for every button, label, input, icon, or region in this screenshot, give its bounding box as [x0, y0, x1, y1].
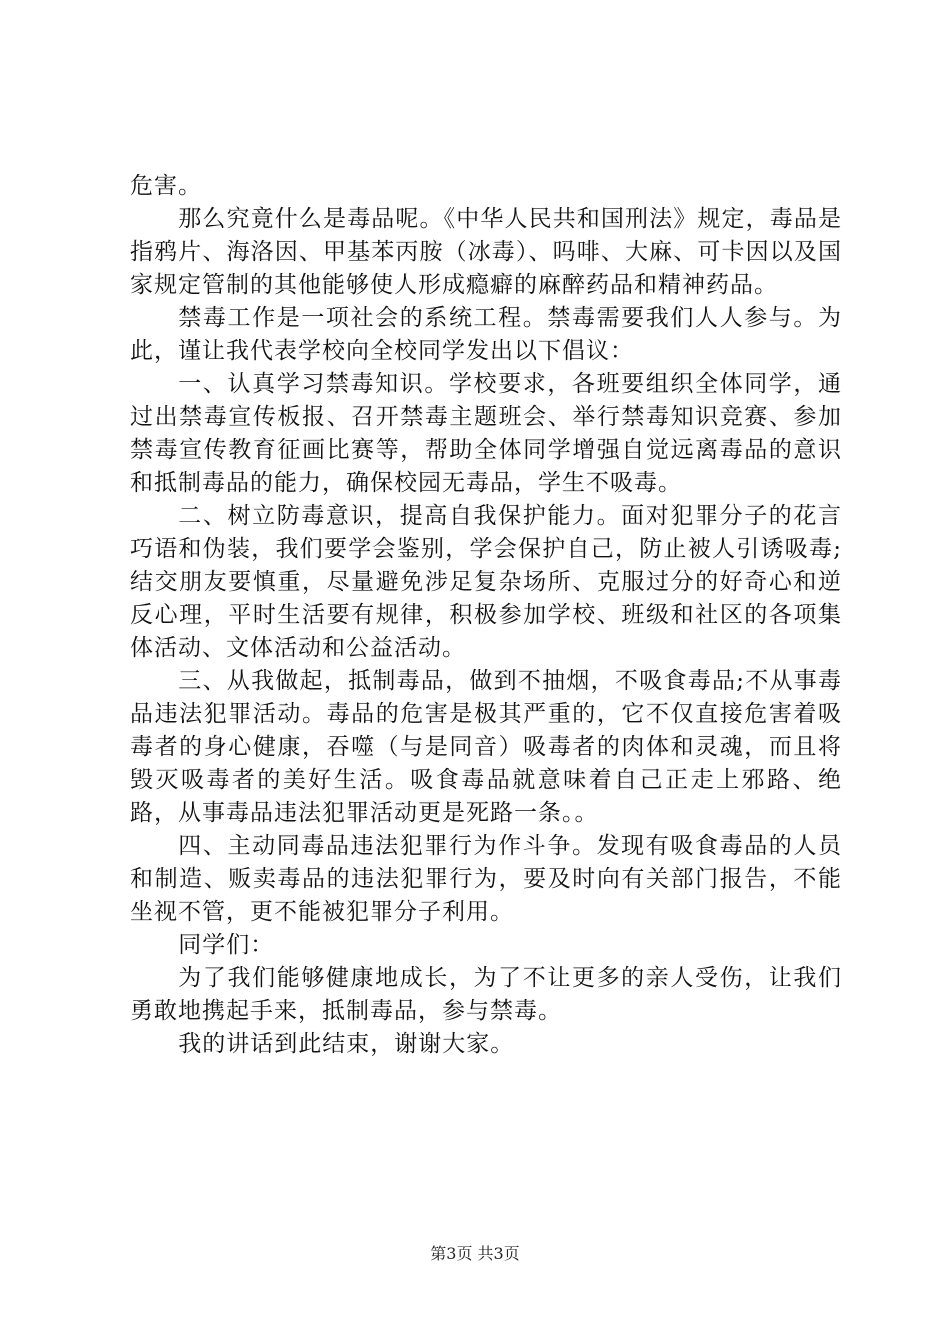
paragraph-salutation: 同学们：	[178, 932, 275, 958]
paragraph-point-one: 一、认真学习禁毒知识。学校要求，各班要组织全体同学，通过出禁毒宣传板报、召开禁毒主题班会、举行禁毒知识竞赛、参加禁毒宣传教育征画比赛等，帮助全体同学增强自觉远离毒品的意识和抵制毒品的能力，确保校园无毒品，学生不吸毒。	[130, 371, 842, 496]
paragraph-call-to-action: 为了我们能够健康地成长，为了不让更多的亲人受伤，让我们勇敢地携起手来，抵制毒品，参与禁毒。	[130, 965, 842, 1024]
paragraph-closing: 我的讲话到此结束，谢谢大家。	[178, 1031, 515, 1057]
paragraph-drug-definition: 那么究竟什么是毒品呢。《中华人民共和国刑法》规定，毒品是指鸦片、海洛因、甲基苯丙胺（冰毒）、吗啡、大麻、可卡因以及国家规定管制的其他能够使人形成瘾癖的麻醉药品和精神药品。	[130, 206, 842, 298]
paragraph-continuation: 危害。	[130, 173, 202, 199]
paragraph-initiative-intro: 禁毒工作是一项社会的系统工程。禁毒需要我们人人参与。为此，谨让我代表学校向全校同学发出以下倡议：	[130, 305, 842, 364]
paragraph-point-three: 三、从我做起，抵制毒品，做到不抽烟，不吸食毒品;不从事毒品违法犯罪活动。毒品的危害是极其严重的，它不仅直接危害着吸毒者的身心健康，吞噬（与是同音）吸毒者的肉体和灵魂，而且将毁灭吸毒者的美好生活。吸食毒品就意味着自己正走上邪路、绝路，从事毒品违法犯罪活动更是死路一条。。	[130, 668, 842, 826]
paragraph-point-two: 二、树立防毒意识，提高自我保护能力。面对犯罪分子的花言巧语和伪装，我们要学会鉴别，学会保护自己，防止被人引诱吸毒;结交朋友要慎重，尽量避免涉足复杂场所、克服过分的好奇心和逆反心理，平时生活要有规律，积极参加学校、班级和社区的各项集体活动、文体活动和公益活动。	[130, 503, 842, 661]
paragraph-point-four: 四、主动同毒品违法犯罪行为作斗争。发现有吸食毒品的人员和制造、贩卖毒品的违法犯罪行为，要及时向有关部门报告，不能坐视不管，更不能被犯罪分子利用。	[130, 833, 842, 925]
page-number-footer: 第3页 共3页	[430, 1244, 520, 1263]
document-body	[130, 170, 842, 1061]
